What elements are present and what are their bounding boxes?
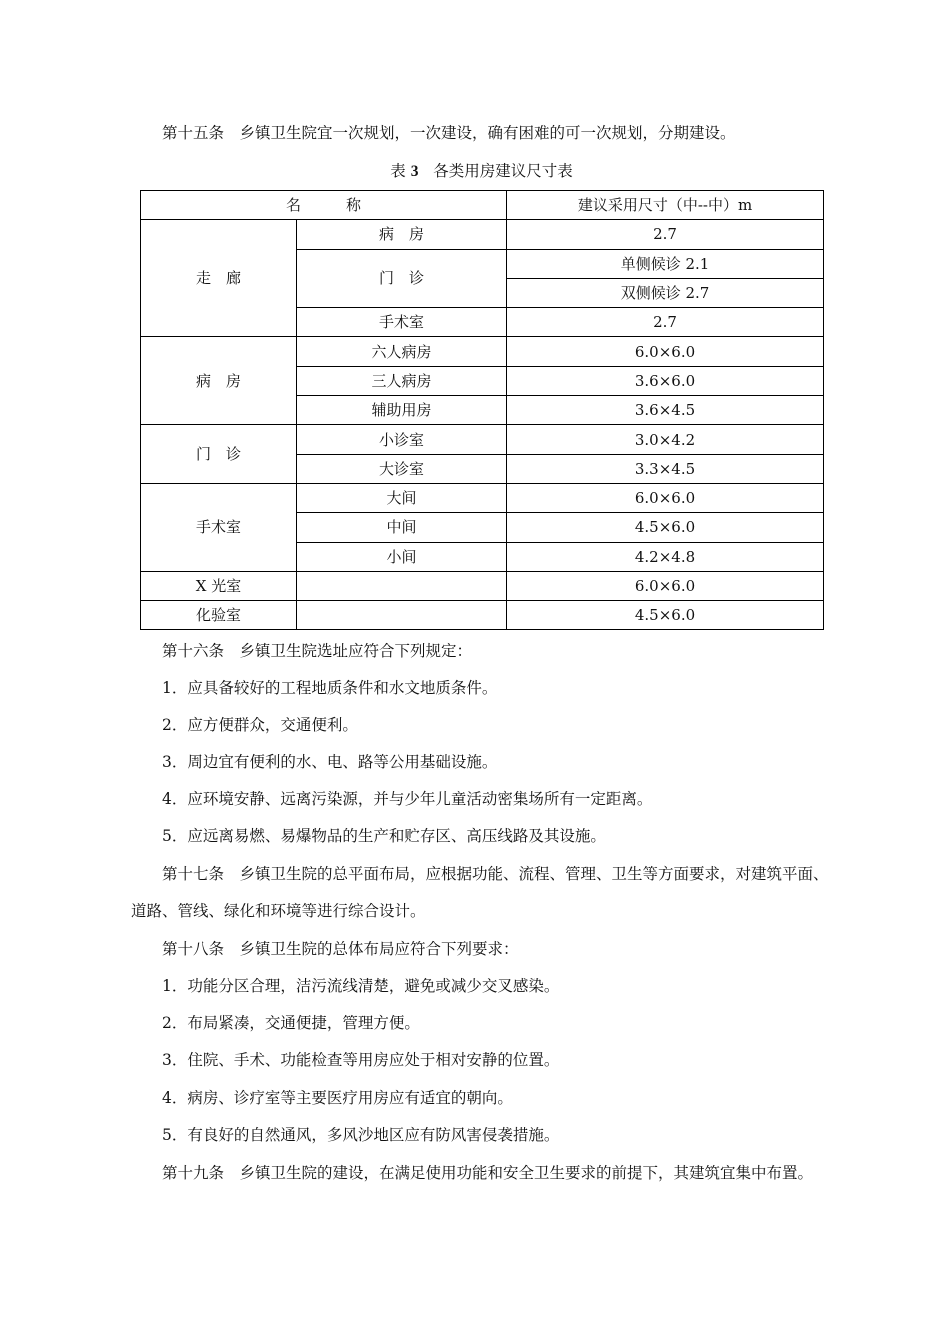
row-name: 小间 — [297, 542, 507, 571]
row-value: 3.6×6.0 — [507, 366, 824, 395]
row-name: 门 诊 — [297, 249, 507, 308]
table-row — [141, 425, 824, 454]
table-row — [141, 601, 824, 630]
article-16-item: 1．应具备较好的工程地质条件和水文地质条件。 — [162, 679, 498, 697]
row-value: 3.6×4.5 — [507, 396, 824, 425]
article-16-item: 5．应远离易燃、易爆物品的生产和贮存区、高压线路及其设施。 — [162, 827, 606, 845]
row-value: 双侧候诊 2.7 — [507, 278, 824, 307]
article-16-item: 4．应环境安静、远离污染源，并与少年儿童活动密集场所有一定距离。 — [162, 790, 653, 808]
table-row — [141, 483, 824, 512]
article-18-item: 4．病房、诊疗室等主要医疗用房应有适宜的朝向。 — [162, 1089, 513, 1107]
group-clinic: 门 诊 — [141, 425, 297, 484]
group-lab: 化验室 — [141, 601, 297, 630]
article-16-intro: 第十六条 乡镇卫生院选址应符合下列规定： — [162, 642, 473, 660]
table-row — [141, 337, 824, 366]
row-name: 病 房 — [297, 220, 507, 249]
row-name-empty — [297, 571, 507, 600]
row-value: 3.3×4.5 — [507, 454, 824, 483]
group-ward: 病 房 — [141, 337, 297, 425]
article-18-item: 1．功能分区合理，洁污流线清楚，避免或减少交叉感染。 — [162, 977, 560, 995]
row-name: 小诊室 — [297, 425, 507, 454]
caption-number: 3 — [410, 163, 419, 180]
article-16-item: 3．周边宜有便利的水、电、路等公用基础设施。 — [162, 753, 498, 771]
article-17: 第十七条 乡镇卫生院的总平面布局，应根据功能、流程、管理、卫生等方面要求，对建筑平面、道路、管线、绿化和环境等进行综合设计。 — [131, 865, 829, 920]
table-caption — [140, 158, 823, 185]
group-corridor: 走 廊 — [141, 220, 297, 337]
row-name: 辅助用房 — [297, 396, 507, 425]
row-name: 六人病房 — [297, 337, 507, 366]
article-18-item: 3．住院、手术、功能检查等用房应处于相对安静的位置。 — [162, 1051, 560, 1069]
article-18-item: 5．有良好的自然通风，多风沙地区应有防风害侵袭措施。 — [162, 1126, 560, 1144]
row-name: 大间 — [297, 483, 507, 512]
row-value: 4.5×6.0 — [507, 513, 824, 542]
row-name: 手术室 — [297, 308, 507, 337]
article-15: 第十五条 乡镇卫生院宜一次规划，一次建设，确有困难的可一次规划，分期建设。 — [162, 124, 736, 142]
row-name: 三人病房 — [297, 366, 507, 395]
table-row — [141, 571, 824, 600]
row-value: 3.0×4.2 — [507, 425, 824, 454]
row-value: 2.7 — [507, 220, 824, 249]
group-surgery: 手术室 — [141, 483, 297, 571]
caption-title: 各类用房建议尺寸表 — [433, 162, 573, 180]
row-value: 4.5×6.0 — [507, 601, 824, 630]
row-value: 6.0×6.0 — [507, 483, 824, 512]
table-row — [141, 220, 824, 249]
article-19: 第十九条 乡镇卫生院的建设，在满足使用功能和安全卫生要求的前提下，其建筑宜集中布置。 — [162, 1164, 814, 1182]
row-name: 大诊室 — [297, 454, 507, 483]
header-size: 建议采用尺寸（中--中）m — [507, 191, 824, 220]
row-value: 6.0×6.0 — [507, 337, 824, 366]
table-header-row — [141, 191, 824, 220]
row-name-empty — [297, 601, 507, 630]
row-value: 4.2×4.8 — [507, 542, 824, 571]
article-18-intro: 第十八条 乡镇卫生院的总体布局应符合下列要求： — [162, 940, 519, 958]
room-size-table — [140, 190, 824, 630]
row-value: 2.7 — [507, 308, 824, 337]
article-18-item: 2．布局紧凑，交通便捷，管理方便。 — [162, 1014, 420, 1032]
group-xray: X 光室 — [141, 571, 297, 600]
article-16-item: 2．应方便群众，交通便利。 — [162, 716, 358, 734]
header-name: 名 称 — [141, 191, 507, 220]
caption-prefix: 表 — [390, 162, 406, 180]
row-name: 中间 — [297, 513, 507, 542]
row-value: 6.0×6.0 — [507, 571, 824, 600]
row-value: 单侧候诊 2.1 — [507, 249, 824, 278]
